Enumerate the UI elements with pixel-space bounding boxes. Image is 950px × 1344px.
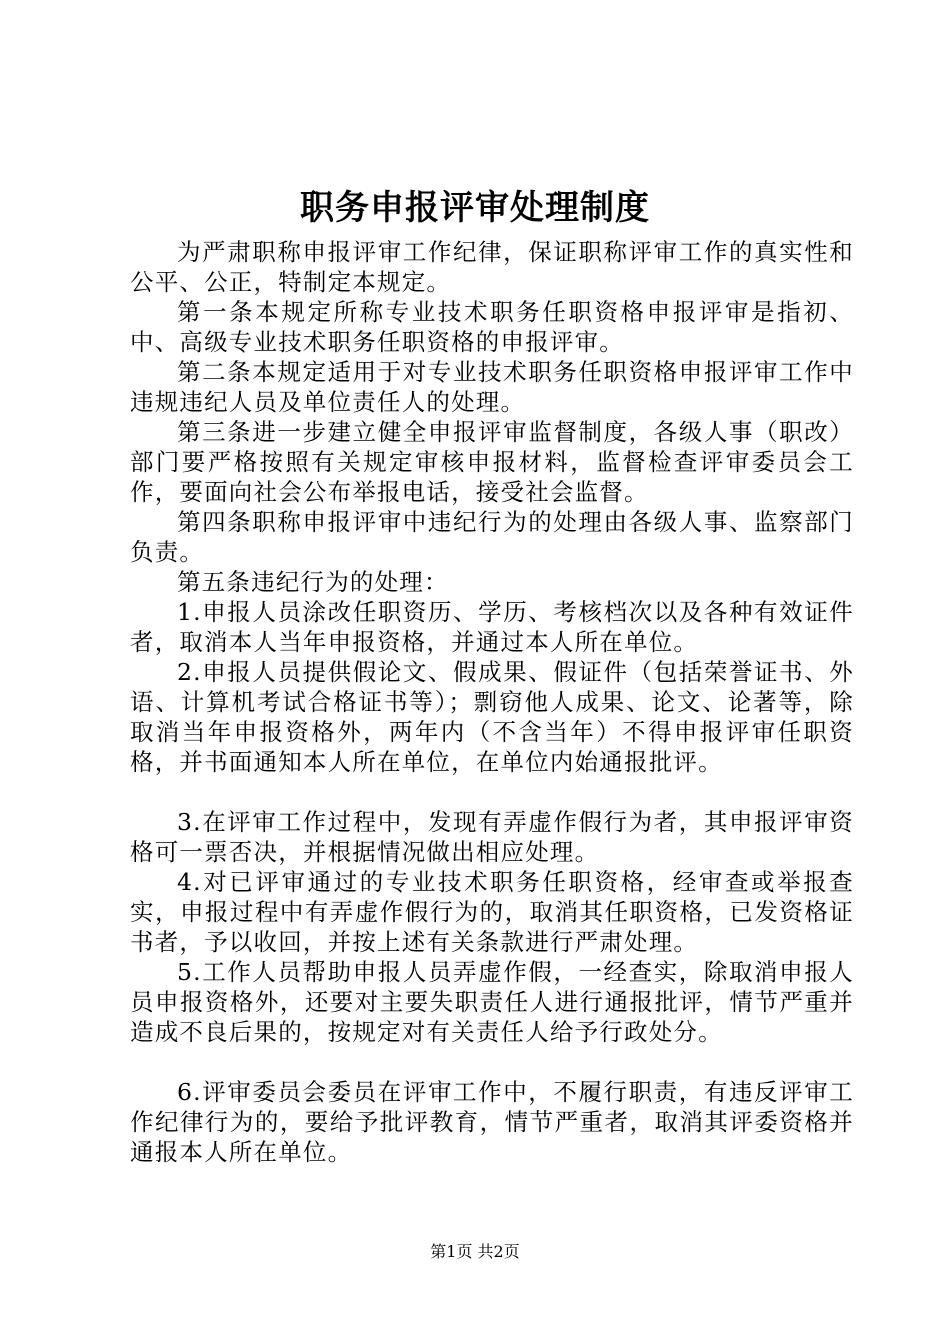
paragraph-article-1: 第一条本规定所称专业技术职务任职资格申报评审是指初、中、高级专业技术职务任职资格的申报评审。 xyxy=(130,298,854,356)
page-footer: 第1页 共2页 xyxy=(430,1242,520,1261)
paragraph-article-3: 第三条进一步建立健全申报评审监督制度，各级人事（职改）部门要严格按照有关规定审核申报材料，监督检查评审委员会工作，要面向社会公布举报电话，接受社会监督。 xyxy=(130,418,854,506)
paragraph-spacer xyxy=(130,1047,854,1077)
paragraph-item-3: 3.在评审工作过程中，发现有弄虚作假行为者，其申报评审资格可一票否决，并根据情况做出相应处理。 xyxy=(130,808,854,866)
paragraph-item-4: 4.对已评审通过的专业技术职务任职资格，经审查或举报查实，申报过程中有弄虚作假行为的，取消其任职资格，已发资格证书者，予以收回，并按上述有关条款进行严肃处理。 xyxy=(130,868,854,956)
paragraph-article-4: 第四条职称申报评审中违纪行为的处理由各级人事、监察部门负责。 xyxy=(130,508,854,566)
paragraph-spacer xyxy=(130,777,854,807)
paragraph-article-5: 第五条违纪行为的处理： xyxy=(177,568,449,596)
paragraph-item-6: 6.评审委员会委员在评审工作中，不履行职责，有违反评审工作纪律行为的，要给予批评教育，情节严重者，取消其评委资格并通报本人所在单位。 xyxy=(130,1078,854,1166)
paragraph-intro: 为严肃职称申报评审工作纪律，保证职称评审工作的真实性和公平、公正，特制定本规定。 xyxy=(130,238,854,296)
paragraph-item-5: 5.工作人员帮助申报人员弄虚作假，一经查实，除取消申报人员申报资格外，还要对主要失职责任人进行通报批评，情节严重并造成不良后果的，按规定对有关责任人给予行政处分。 xyxy=(130,958,854,1046)
paragraph-article-2: 第二条本规定适用于对专业技术职务任职资格申报评审工作中违规违纪人员及单位责任人的处理。 xyxy=(130,358,854,416)
paragraph-item-2: 2.申报人员提供假论文、假成果、假证件（包括荣誉证书、外语、计算机考试合格证书等）；剽窃他人成果、论文、论著等，除取消当年申报资格外，两年内（不含当年）不得申报评审任职资格，并书面通知本人所在单位，在单位内始通报批评。 xyxy=(130,658,854,776)
paragraph-item-1: 1.申报人员涂改任职资历、学历、考核档次以及各种有效证件者，取消本人当年申报资格，并通过本人所在单位。 xyxy=(130,598,854,656)
document-body xyxy=(130,237,854,1167)
document-title: 职务申报评审处理制度 xyxy=(300,188,650,228)
